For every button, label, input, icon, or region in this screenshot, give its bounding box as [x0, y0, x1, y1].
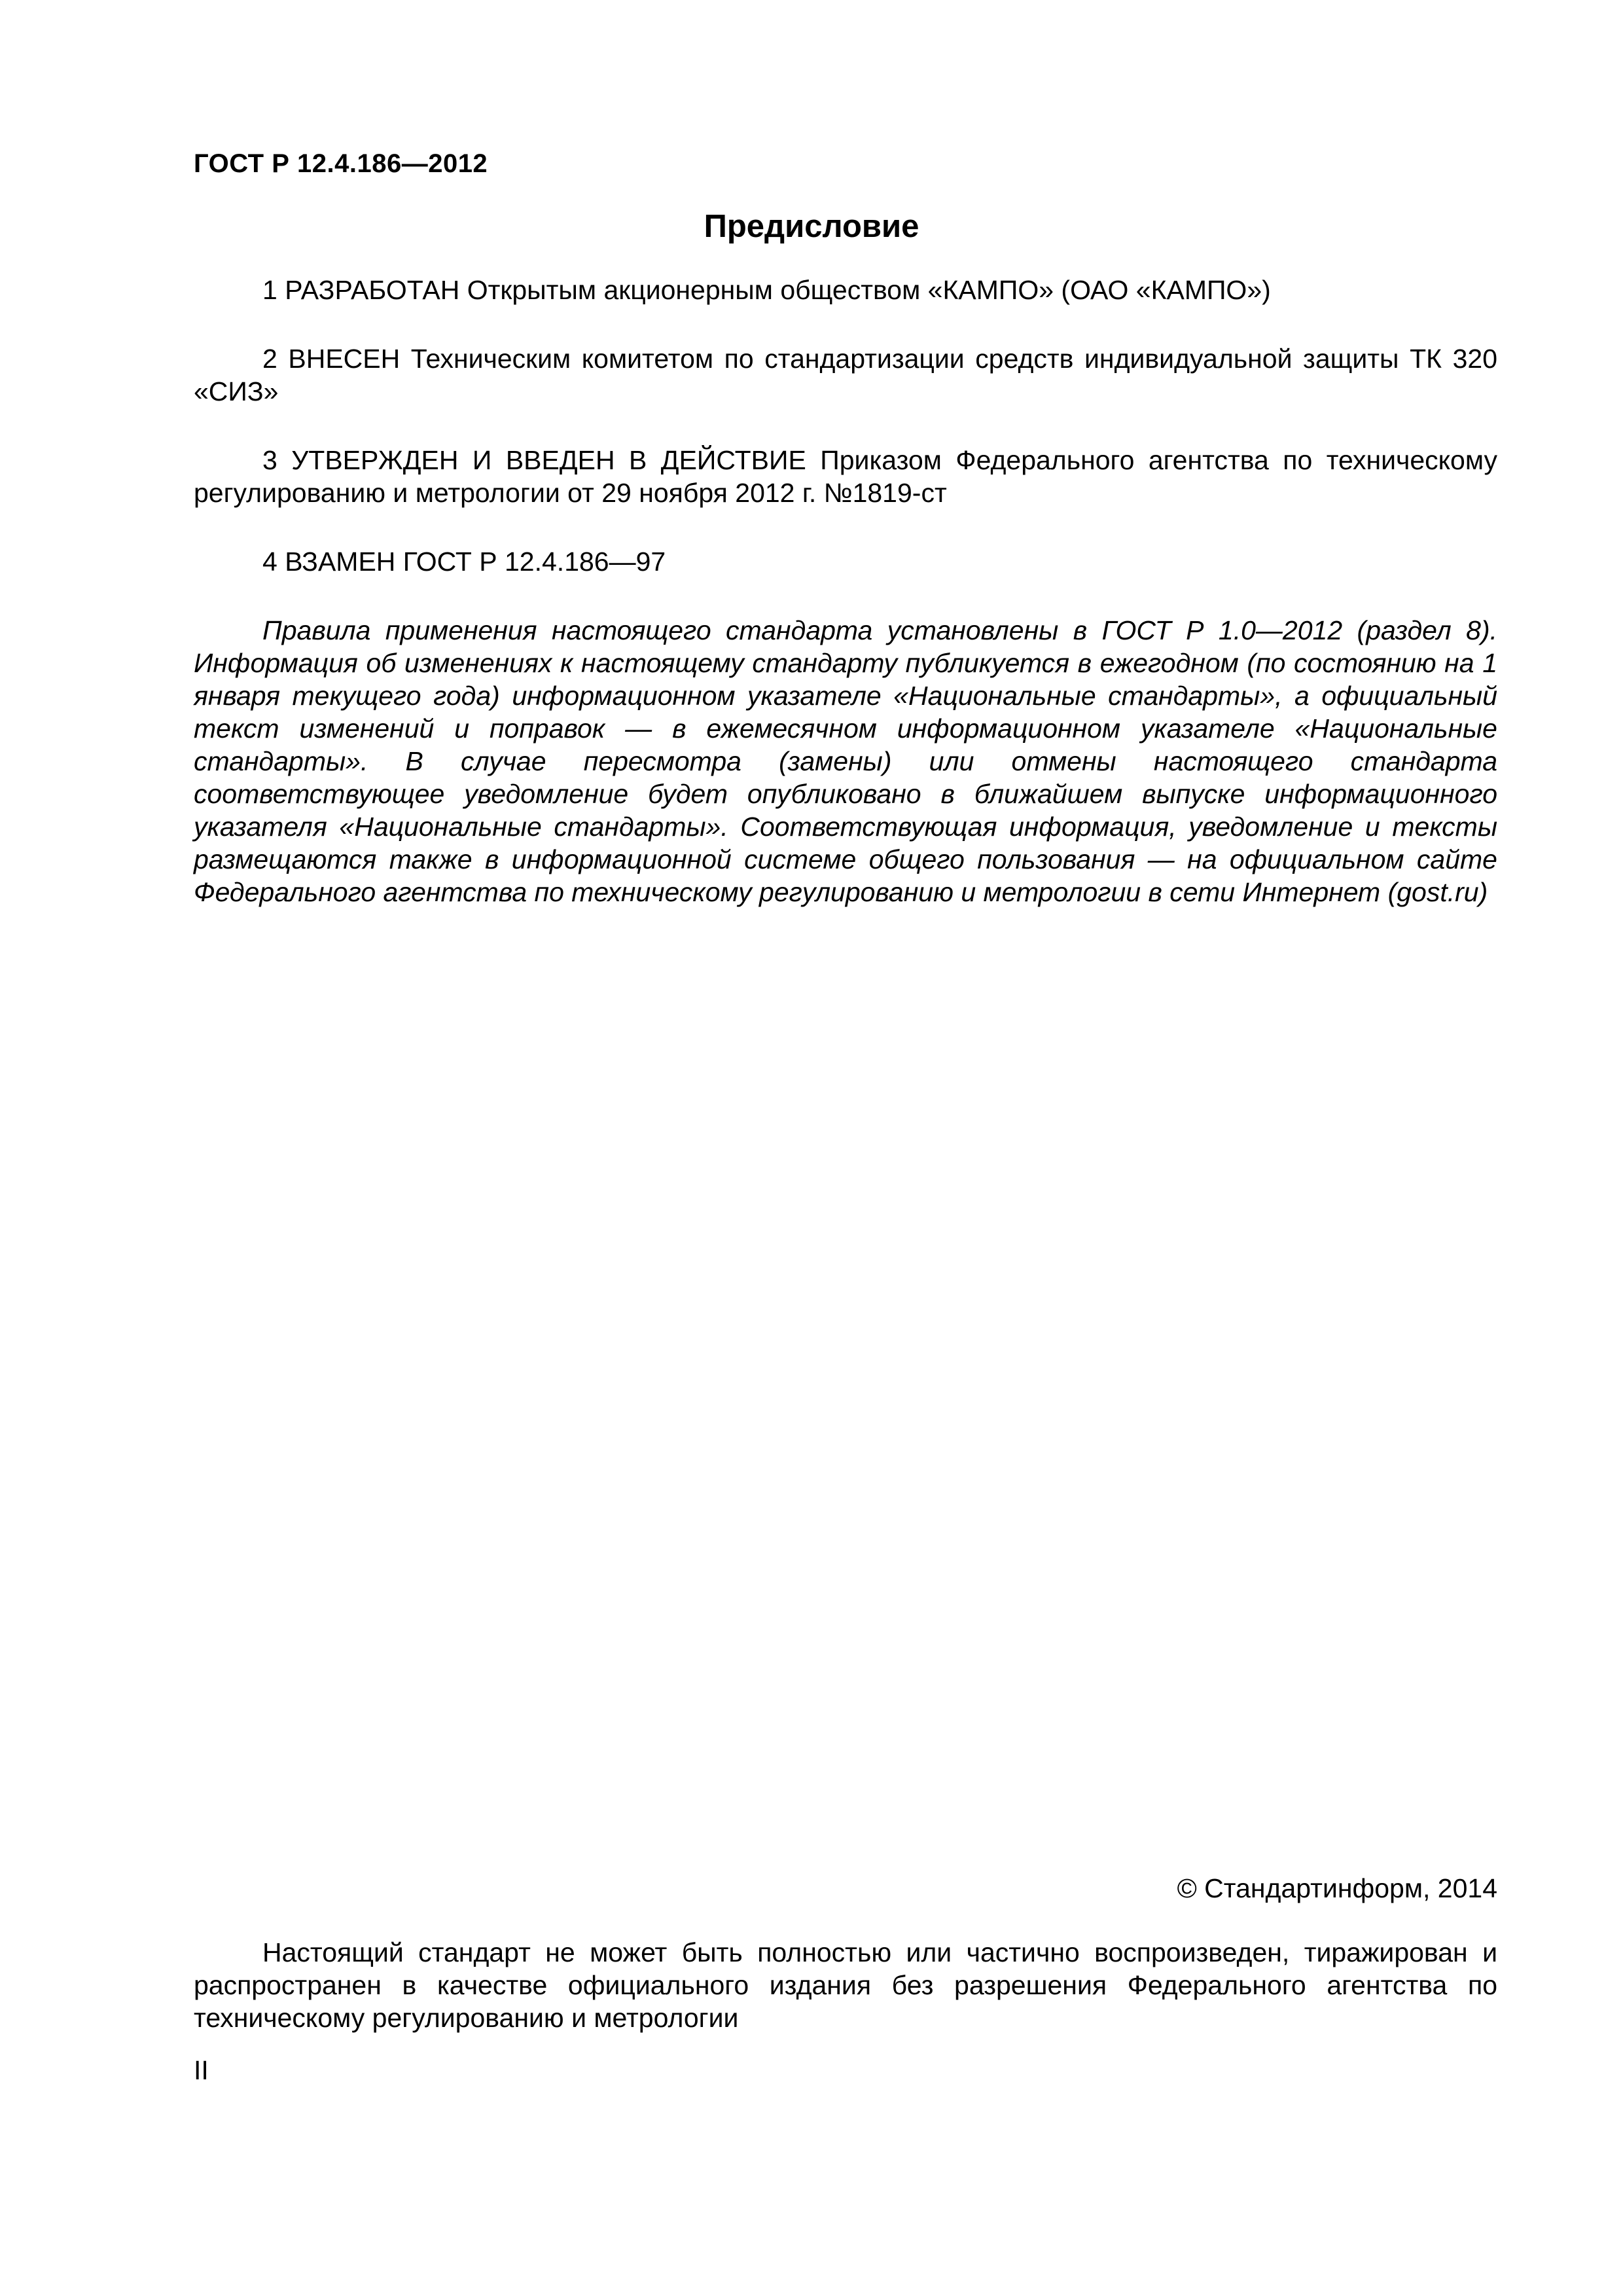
reproduction-rights-notice: Настоящий стандарт не может быть полностью или частично воспроизведен, тиражирован и распространен в качестве официального издания без разрешения Федерального агентства по техническому регулированию и метрологии — [194, 1937, 1497, 2033]
foreword-item-approved: 3 УТВЕРЖДЕН И ВВЕДЕН В ДЕЙСТВИЕ Приказом Федерального агентства по техническому регулированию и метрологии от 29 ноября 2012 г. №1819-ст — [194, 445, 1497, 508]
section-title: Предисловие — [704, 209, 919, 244]
foreword-item-replaces: 4 ВЗАМЕН ГОСТ Р 12.4.186—97 — [262, 547, 666, 577]
foreword-body — [194, 274, 1497, 908]
foreword-item-developed: 1 РАЗРАБОТАН Открытым акционерным обществом «КАМПО» (ОАО «КАМПО») — [262, 275, 1271, 305]
application-rules-note: Правила применения настоящего стандарта установлены в ГОСТ Р 1.0—2012 (раздел 8). Информация об изменениях к настоящему стандарту публикуется в ежегодном (по состоянию на 1 января текущего года) информационном указателе «Национальные стандарты», а официальный текст изменений и поправок — в ежемесячном информационном указателе «Национальные стандарты». В случае пересмотра (замены) или отмены настоящего стандарта соответствующее уведомление будет опубликовано в ближайшем выпуске информационного указателя «Национальные стандарты». Соответствующая информация, уведомление и тексты размещаются также в информационной системе общего пользования — на официальном сайте Федерального агентства по техническому регулированию и метрологии в сети Интернет (gost.ru) — [194, 615, 1497, 907]
foreword-item-introduced: 2 ВНЕСЕН Техническим комитетом по стандартизации средств индивидуальной защиты ТК 320 «СИЗ» — [194, 344, 1497, 406]
page-number: II — [194, 2055, 209, 2085]
copyright-notice: © Стандартинформ, 2014 — [1177, 1873, 1497, 1903]
document-code: ГОСТ Р 12.4.186—2012 — [194, 149, 488, 178]
